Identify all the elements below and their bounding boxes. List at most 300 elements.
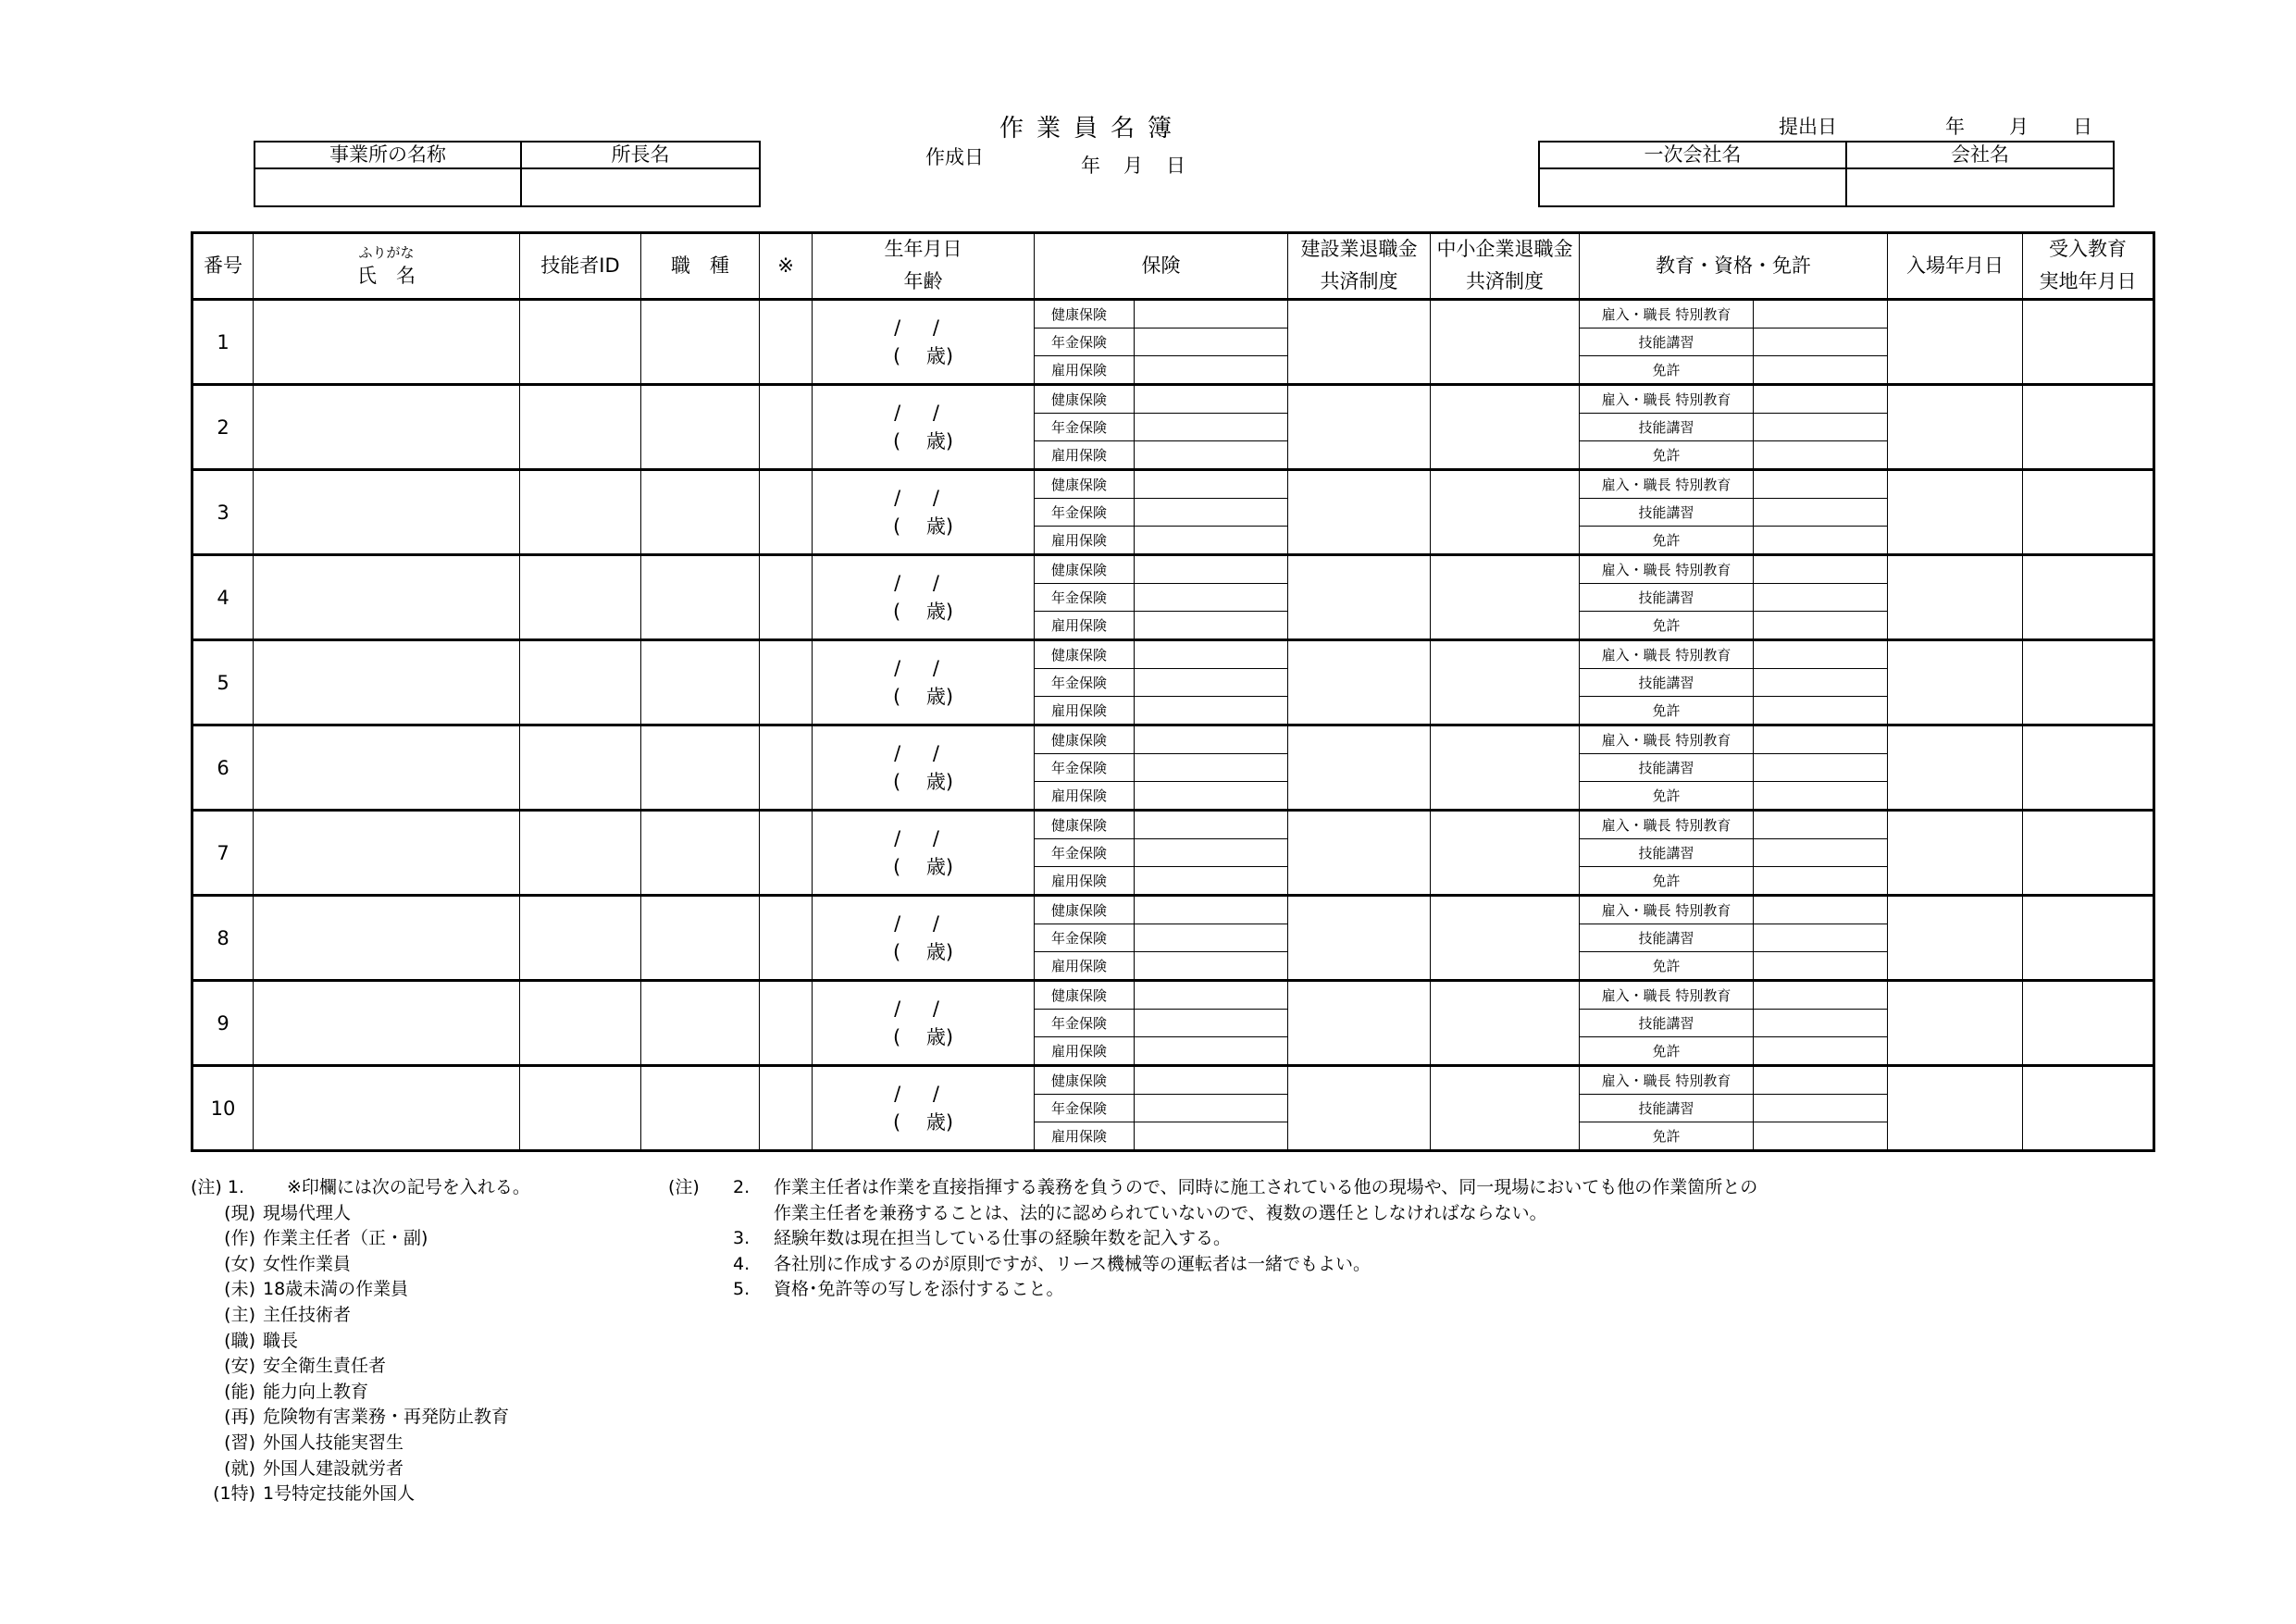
education-license-value[interactable] [1754, 697, 1888, 725]
table-row [192, 300, 2154, 329]
entry-date-cell[interactable] [1888, 811, 2023, 896]
entry-date-cell[interactable] [1888, 385, 2023, 470]
name-cell[interactable] [254, 470, 520, 555]
education-license-value[interactable] [1754, 867, 1888, 896]
note-item [668, 1277, 1757, 1303]
seal-legend-item [191, 1226, 530, 1252]
insurance-pension-value[interactable] [1135, 754, 1288, 782]
insurance-pension-label: 年金保険 [1035, 924, 1135, 952]
training-date-cell[interactable] [2023, 1066, 2154, 1151]
insurance-pension-value[interactable] [1135, 329, 1288, 356]
seal-legend-item [191, 1380, 530, 1406]
education-license-label: 免許 [1580, 1122, 1754, 1151]
education-skill-course-value[interactable] [1754, 1095, 1888, 1122]
row-number: 5 [192, 640, 254, 725]
skill-id-cell[interactable] [520, 725, 641, 811]
col-insurance: 保険 [1035, 233, 1288, 300]
skill-id-cell[interactable] [520, 981, 641, 1066]
col-name-label: 氏 名 [357, 265, 416, 288]
insurance-pension-label: 年金保険 [1035, 414, 1135, 441]
education-license-value[interactable] [1754, 782, 1888, 811]
education-skill-course-label: 技能講習 [1580, 414, 1754, 441]
job-cell[interactable] [641, 725, 760, 811]
education-special-training-value[interactable] [1754, 640, 1888, 669]
insurance-pension-label: 年金保険 [1035, 499, 1135, 527]
mark-cell[interactable] [760, 725, 813, 811]
seal-text: 安全衛生責任者 [263, 1356, 387, 1377]
seal-text: 職長 [263, 1330, 299, 1351]
kentai-cell[interactable] [1288, 811, 1431, 896]
table-row [192, 725, 2154, 754]
table-row [192, 555, 2154, 584]
education-license-label: 免許 [1580, 1037, 1754, 1066]
chutai-cell[interactable] [1431, 640, 1580, 725]
education-skill-course-value[interactable] [1754, 584, 1888, 612]
insurance-employment-value[interactable] [1135, 527, 1288, 555]
skill-id-cell[interactable] [520, 640, 641, 725]
col-kentai: 建設業退職金 [1288, 233, 1431, 267]
education-skill-course-label: 技能講習 [1580, 839, 1754, 867]
insurance-health-label: 健康保険 [1035, 725, 1135, 754]
insurance-employment-value[interactable] [1135, 952, 1288, 981]
insurance-health-label: 健康保険 [1035, 300, 1135, 329]
seal-legend-item [191, 1354, 530, 1380]
seal-key: (能) [224, 1381, 255, 1402]
chutai-cell[interactable] [1431, 811, 1580, 896]
education-special-training-label: 雇入・職長 特別教育 [1580, 555, 1754, 584]
insurance-health-label: 健康保険 [1035, 811, 1135, 839]
insurance-health-value[interactable] [1135, 385, 1288, 414]
insurance-health-value[interactable] [1135, 981, 1288, 1010]
mark-cell[interactable] [760, 1066, 813, 1151]
training-date-cell[interactable] [2023, 300, 2154, 385]
submitted-date-value[interactable]: 年 月 日 [1945, 116, 2094, 138]
training-date-cell[interactable] [2023, 896, 2154, 981]
birthdate-slashes: / / [894, 1083, 952, 1106]
education-special-training-value[interactable] [1754, 981, 1888, 1010]
education-special-training-label: 雇入・職長 特別教育 [1580, 1066, 1754, 1095]
note-1-text: ※印欄には次の記号を入れる。 [287, 1177, 530, 1197]
note-number: 2. [733, 1177, 751, 1197]
table-row [192, 385, 2154, 414]
education-special-training-label: 雇入・職長 特別教育 [1580, 385, 1754, 414]
entry-date-cell[interactable] [1888, 1066, 2023, 1151]
insurance-health-label: 健康保険 [1035, 896, 1135, 924]
entry-date-cell[interactable] [1888, 725, 2023, 811]
note-number: 4. [733, 1253, 751, 1274]
chutai-cell[interactable] [1431, 981, 1580, 1066]
notes-left [191, 1175, 530, 1507]
name-cell[interactable] [254, 385, 520, 470]
insurance-employment-value[interactable] [1135, 1037, 1288, 1066]
skill-id-cell[interactable] [520, 555, 641, 640]
chutai-cell[interactable] [1431, 1066, 1580, 1151]
primary-company-cell[interactable] [1539, 168, 1846, 206]
birthdate-age-cell[interactable] [813, 811, 1035, 896]
note-text: 作業主任者を兼務することは、法的に認められていないので、複数の選任としなければならない。 [774, 1202, 1547, 1223]
mark-cell[interactable] [760, 896, 813, 981]
seal-legend-item [191, 1405, 530, 1431]
birthdate-age-cell[interactable] [813, 385, 1035, 470]
row-number: 3 [192, 470, 254, 555]
insurance-pension-value[interactable] [1135, 924, 1288, 952]
chutai-cell[interactable] [1431, 470, 1580, 555]
birthdate-age-cell[interactable] [813, 896, 1035, 981]
mark-cell[interactable] [760, 640, 813, 725]
job-cell[interactable] [641, 385, 760, 470]
company-name-cell[interactable] [1846, 168, 2114, 206]
job-cell[interactable] [641, 640, 760, 725]
job-cell[interactable] [641, 555, 760, 640]
table-row [192, 896, 2154, 924]
education-skill-course-label: 技能講習 [1580, 1095, 1754, 1122]
seal-key: (習) [224, 1432, 255, 1453]
seal-key: (主) [224, 1304, 255, 1325]
table-row [192, 811, 2154, 839]
education-license-label: 免許 [1580, 867, 1754, 896]
insurance-pension-value[interactable] [1135, 414, 1288, 441]
created-date-label: 作成日 [925, 146, 984, 168]
birthdate-slashes: / / [894, 402, 952, 425]
row-number: 6 [192, 725, 254, 811]
seal-text: 外国人技能実習生 [263, 1432, 404, 1453]
name-cell[interactable] [254, 725, 520, 811]
education-skill-course-value[interactable] [1754, 329, 1888, 356]
birthdate-slashes: / / [894, 657, 952, 680]
company-name-header: 会社名 [1846, 142, 2114, 168]
col-chutai-system: 共済制度 [1431, 267, 1580, 300]
submitted-date-label: 提出日 [1779, 116, 1837, 138]
insurance-pension-label: 年金保険 [1035, 1010, 1135, 1037]
insurance-pension-label: 年金保険 [1035, 754, 1135, 782]
entry-date-cell[interactable] [1888, 981, 2023, 1066]
education-license-label: 免許 [1580, 782, 1754, 811]
mark-cell[interactable] [760, 981, 813, 1066]
insurance-employment-value[interactable] [1135, 867, 1288, 896]
insurance-health-label: 健康保険 [1035, 385, 1135, 414]
insurance-pension-value[interactable] [1135, 839, 1288, 867]
seal-legend-item [191, 1277, 530, 1303]
primary-company-header: 一次会社名 [1539, 142, 1846, 168]
insurance-pension-label: 年金保険 [1035, 584, 1135, 612]
seal-key: (職) [224, 1330, 255, 1351]
seal-text: 能力向上教育 [263, 1381, 369, 1402]
col-age: 年齢 [813, 267, 1035, 300]
insurance-pension-value[interactable] [1135, 584, 1288, 612]
education-license-label: 免許 [1580, 527, 1754, 555]
kentai-cell[interactable] [1288, 555, 1431, 640]
mark-cell[interactable] [760, 300, 813, 385]
note-item [668, 1201, 1757, 1227]
birthdate-age-cell[interactable] [813, 300, 1035, 385]
education-license-value[interactable] [1754, 952, 1888, 981]
entry-date-cell[interactable] [1888, 896, 2023, 981]
education-license-value[interactable] [1754, 441, 1888, 470]
training-date-cell[interactable] [2023, 725, 2154, 811]
birthdate-age-cell[interactable] [813, 981, 1035, 1066]
insurance-health-value[interactable] [1135, 725, 1288, 754]
kentai-cell[interactable] [1288, 470, 1431, 555]
age-field: ( 歳) [892, 344, 954, 367]
note-text: 各社別に作成するのが原則ですが、リース機械等の運転者は一緒でもよい。 [774, 1253, 1371, 1274]
age-field: ( 歳) [892, 855, 954, 878]
insurance-employment-label: 雇用保険 [1035, 782, 1135, 811]
birthdate-slashes: / / [894, 912, 952, 936]
education-skill-course-value[interactable] [1754, 499, 1888, 527]
insurance-pension-label: 年金保険 [1035, 1095, 1135, 1122]
skill-id-cell[interactable] [520, 1066, 641, 1151]
insurance-employment-value[interactable] [1135, 782, 1288, 811]
education-special-training-value[interactable] [1754, 1066, 1888, 1095]
education-special-training-value[interactable] [1754, 555, 1888, 584]
seal-key: (就) [224, 1457, 255, 1479]
training-date-cell[interactable] [2023, 385, 2154, 470]
entry-date-cell[interactable] [1888, 300, 2023, 385]
director-name-header: 所長名 [521, 142, 760, 168]
entry-date-cell[interactable] [1888, 555, 2023, 640]
education-license-label: 免許 [1580, 952, 1754, 981]
seal-text: 作業主任者（正・副) [263, 1228, 428, 1249]
training-date-cell[interactable] [2023, 640, 2154, 725]
education-special-training-label: 雇入・職長 特別教育 [1580, 725, 1754, 754]
education-special-training-label: 雇入・職長 特別教育 [1580, 300, 1754, 329]
insurance-health-value[interactable] [1135, 555, 1288, 584]
training-date-cell[interactable] [2023, 555, 2154, 640]
birthdate-age-cell[interactable] [813, 640, 1035, 725]
table-row [192, 981, 2154, 1010]
created-date-value[interactable]: 年 月 日 [1081, 155, 1187, 177]
kentai-cell[interactable] [1288, 300, 1431, 385]
insurance-employment-value[interactable] [1135, 441, 1288, 470]
site-name-header: 事業所の名称 [254, 142, 521, 168]
note-number: 3. [733, 1228, 751, 1249]
age-field: ( 歳) [892, 514, 954, 538]
col-skill-id: 技能者ID [520, 233, 641, 300]
row-number: 1 [192, 300, 254, 385]
insurance-pension-label: 年金保険 [1035, 669, 1135, 697]
chutai-cell[interactable] [1431, 896, 1580, 981]
entry-date-cell[interactable] [1888, 470, 2023, 555]
education-special-training-value[interactable] [1754, 470, 1888, 499]
name-cell[interactable] [254, 300, 520, 385]
insurance-pension-value[interactable] [1135, 1095, 1288, 1122]
name-cell[interactable] [254, 981, 520, 1066]
insurance-pension-value[interactable] [1135, 669, 1288, 697]
insurance-pension-value[interactable] [1135, 1010, 1288, 1037]
row-number: 4 [192, 555, 254, 640]
page-title: 作業員名簿 [999, 115, 1185, 143]
birthdate-age-cell[interactable] [813, 725, 1035, 811]
education-special-training-value[interactable] [1754, 385, 1888, 414]
col-name [254, 233, 520, 300]
director-name-cell[interactable] [521, 168, 760, 206]
insurance-health-value[interactable] [1135, 1066, 1288, 1095]
seal-key: (1特) [213, 1483, 255, 1505]
col-education: 教育・資格・免許 [1580, 233, 1888, 300]
insurance-health-value[interactable] [1135, 811, 1288, 839]
insurance-health-label: 健康保険 [1035, 640, 1135, 669]
education-skill-course-label: 技能講習 [1580, 669, 1754, 697]
education-skill-course-value[interactable] [1754, 1010, 1888, 1037]
row-number: 9 [192, 981, 254, 1066]
education-special-training-value[interactable] [1754, 300, 1888, 329]
education-skill-course-value[interactable] [1754, 839, 1888, 867]
insurance-employment-value[interactable] [1135, 697, 1288, 725]
seal-text: 外国人建設就労者 [263, 1457, 404, 1479]
job-cell[interactable] [641, 300, 760, 385]
col-furigana: ふりがな [358, 243, 415, 261]
insurance-employment-value[interactable] [1135, 356, 1288, 385]
mark-cell[interactable] [760, 385, 813, 470]
skill-id-cell[interactable] [520, 811, 641, 896]
birthdate-slashes: / / [894, 998, 952, 1021]
job-cell[interactable] [641, 981, 760, 1066]
education-special-training-label: 雇入・職長 特別教育 [1580, 896, 1754, 924]
job-cell[interactable] [641, 811, 760, 896]
note-text: 資格･免許等の写しを添付すること。 [774, 1279, 1064, 1300]
note-item [668, 1252, 1757, 1278]
education-license-label: 免許 [1580, 612, 1754, 640]
insurance-pension-label: 年金保険 [1035, 839, 1135, 867]
training-date-cell[interactable] [2023, 981, 2154, 1066]
insurance-employment-label: 雇用保険 [1035, 1122, 1135, 1151]
name-cell[interactable] [254, 555, 520, 640]
insurance-health-value[interactable] [1135, 300, 1288, 329]
col-chutai: 中小企業退職金 [1431, 233, 1580, 267]
chutai-cell[interactable] [1431, 725, 1580, 811]
education-skill-course-label: 技能講習 [1580, 329, 1754, 356]
skill-id-cell[interactable] [520, 300, 641, 385]
kentai-cell[interactable] [1288, 725, 1431, 811]
mark-cell[interactable] [760, 555, 813, 640]
seal-legend [191, 1201, 530, 1507]
seal-key: (現) [224, 1202, 255, 1223]
job-cell[interactable] [641, 1066, 760, 1151]
education-skill-course-label: 技能講習 [1580, 924, 1754, 952]
kentai-cell[interactable] [1288, 640, 1431, 725]
insurance-employment-label: 雇用保険 [1035, 356, 1135, 385]
skill-id-cell[interactable] [520, 385, 641, 470]
name-cell[interactable] [254, 896, 520, 981]
education-special-training-value[interactable] [1754, 896, 1888, 924]
chutai-cell[interactable] [1431, 385, 1580, 470]
row-number: 8 [192, 896, 254, 981]
insurance-health-value[interactable] [1135, 896, 1288, 924]
seal-legend-item [191, 1252, 530, 1278]
age-field: ( 歳) [892, 600, 954, 623]
notes-right [668, 1175, 1757, 1303]
birthdate-slashes: / / [894, 827, 952, 850]
col-entry-date: 入場年月日 [1888, 233, 2023, 300]
education-skill-course-label: 技能講習 [1580, 499, 1754, 527]
education-license-label: 免許 [1580, 356, 1754, 385]
insurance-employment-label: 雇用保険 [1035, 441, 1135, 470]
row-number: 7 [192, 811, 254, 896]
seal-legend-item [191, 1431, 530, 1457]
name-cell[interactable] [254, 1066, 520, 1151]
age-field: ( 歳) [892, 1025, 954, 1048]
insurance-health-label: 健康保険 [1035, 981, 1135, 1010]
insurance-health-value[interactable] [1135, 470, 1288, 499]
table-row [192, 1066, 2154, 1095]
education-license-value[interactable] [1754, 527, 1888, 555]
education-special-training-label: 雇入・職長 特別教育 [1580, 640, 1754, 669]
insurance-employment-label: 雇用保険 [1035, 952, 1135, 981]
insurance-employment-value[interactable] [1135, 1122, 1288, 1151]
education-skill-course-value[interactable] [1754, 754, 1888, 782]
birthdate-age-cell[interactable] [813, 555, 1035, 640]
site-name-cell[interactable] [254, 168, 521, 206]
col-training: 受入教育 [2023, 233, 2154, 267]
birthdate-slashes: / / [894, 742, 952, 765]
seal-text: 現場代理人 [263, 1202, 352, 1223]
insurance-employment-value[interactable] [1135, 612, 1288, 640]
education-license-value[interactable] [1754, 356, 1888, 385]
insurance-health-value[interactable] [1135, 640, 1288, 669]
job-cell[interactable] [641, 896, 760, 981]
mark-cell[interactable] [760, 811, 813, 896]
seal-key: (女) [224, 1253, 255, 1274]
education-special-training-value[interactable] [1754, 725, 1888, 754]
insurance-employment-label: 雇用保険 [1035, 1037, 1135, 1066]
note-head-key: (注) [668, 1177, 700, 1197]
insurance-pension-value[interactable] [1135, 499, 1288, 527]
education-special-training-value[interactable] [1754, 811, 1888, 839]
seal-text: 主任技術者 [263, 1304, 352, 1325]
job-cell[interactable] [641, 470, 760, 555]
kentai-cell[interactable] [1288, 385, 1431, 470]
age-field: ( 歳) [892, 685, 954, 708]
chutai-cell[interactable] [1431, 555, 1580, 640]
education-skill-course-value[interactable] [1754, 669, 1888, 697]
education-skill-course-value[interactable] [1754, 414, 1888, 441]
note-text: 経験年数は現在担当している仕事の経験年数を記入する。 [774, 1228, 1232, 1249]
age-field: ( 歳) [892, 940, 954, 963]
education-skill-course-label: 技能講習 [1580, 1010, 1754, 1037]
birthdate-age-cell[interactable] [813, 470, 1035, 555]
name-cell[interactable] [254, 811, 520, 896]
seal-key: (安) [224, 1356, 255, 1377]
kentai-cell[interactable] [1288, 981, 1431, 1066]
kentai-cell[interactable] [1288, 1066, 1431, 1151]
training-date-cell[interactable] [2023, 811, 2154, 896]
seal-text: 18歳未満の作業員 [263, 1279, 409, 1300]
training-date-cell[interactable] [2023, 470, 2154, 555]
name-cell[interactable] [254, 640, 520, 725]
education-skill-course-value[interactable] [1754, 924, 1888, 952]
seal-text: 1号特定技能外国人 [263, 1483, 416, 1505]
education-license-value[interactable] [1754, 1037, 1888, 1066]
birthdate-age-cell[interactable] [813, 1066, 1035, 1151]
insurance-health-label: 健康保険 [1035, 470, 1135, 499]
entry-date-cell[interactable] [1888, 640, 2023, 725]
skill-id-cell[interactable] [520, 896, 641, 981]
chutai-cell[interactable] [1431, 300, 1580, 385]
education-special-training-label: 雇入・職長 特別教育 [1580, 981, 1754, 1010]
seal-key: (未) [224, 1279, 255, 1300]
education-license-value[interactable] [1754, 1122, 1888, 1151]
kentai-cell[interactable] [1288, 896, 1431, 981]
insurance-employment-label: 雇用保険 [1035, 697, 1135, 725]
table-row [192, 640, 2154, 669]
col-birth-date: 生年月日 [813, 233, 1035, 267]
education-license-value[interactable] [1754, 612, 1888, 640]
mark-cell[interactable] [760, 470, 813, 555]
insurance-employment-label: 雇用保険 [1035, 867, 1135, 896]
skill-id-cell[interactable] [520, 470, 641, 555]
col-kentai-system: 共済制度 [1288, 267, 1431, 300]
seal-legend-item [191, 1457, 530, 1482]
